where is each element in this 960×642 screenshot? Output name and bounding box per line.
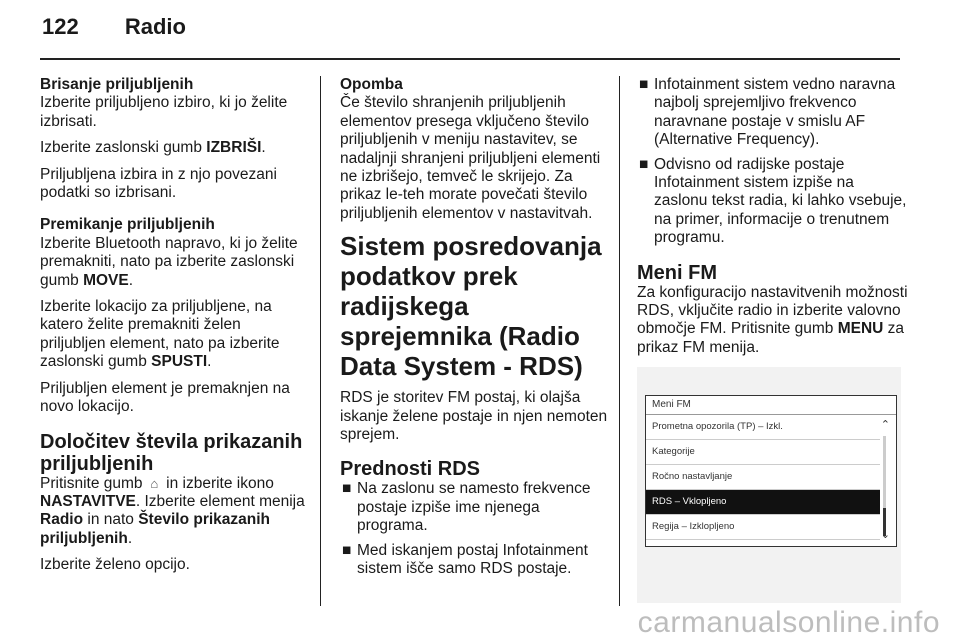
fm-menu-item: Ročno nastavljanje	[646, 465, 880, 490]
section-title-move: Premikanje priljubljenih	[40, 216, 215, 234]
bullet-text: Med iskanjem postaj Infotainment sistem išče samo RDS postaje.	[357, 541, 588, 578]
text-run: in nato	[83, 511, 139, 529]
paragraph: Izberite priljubljeno izbiro, ki jo želite izbrisati.	[40, 94, 288, 130]
button-name-move: MOVE	[83, 271, 129, 289]
menu-name-radio: Radio	[40, 511, 84, 529]
column-1	[40, 76, 308, 583]
column-divider	[320, 76, 321, 606]
page-number: 122	[42, 14, 79, 39]
note-text: Če število shranjenih priljubljenih elementov presega vključeno število priljubljenih v meniju nastavitev, se nadaljnji shranjeni priljubljeni elementi ne izbrišejo, temveč le skrijejo. Za prikaz le-teh morate povečati število priljubljenih elementov v nastavitvah.	[340, 94, 601, 222]
column-3	[637, 76, 909, 603]
chevron-down-icon: ⌄	[880, 528, 890, 541]
fm-menu-item: Prometna opozorila (TP) – Izkl.	[646, 415, 880, 440]
text-run: .	[127, 529, 133, 547]
button-name-menu: MENU	[837, 320, 884, 338]
text-run: .	[261, 139, 266, 157]
bullet-square: ■	[342, 480, 352, 498]
home-icon: ⌂	[150, 475, 159, 491]
icon-name-nastavitve: NASTAVITVE	[40, 492, 136, 510]
fm-menu-item: Kategorije	[646, 440, 880, 465]
bullet-square: ■	[639, 155, 649, 173]
bullet-square: ■	[639, 76, 649, 93]
section-heading-rds: Sistem posredovanja podatkov prek radijskega sprejemnika (Radio Data System - RDS)	[340, 231, 602, 382]
section-title-delete: Brisanje priljubljenih	[40, 76, 194, 93]
header-rule	[40, 58, 900, 60]
paragraph: Priljubljena izbira in z njo povezani podatki so izbrisani.	[40, 165, 277, 202]
text-run: Izberite zaslonski gumb	[40, 139, 207, 157]
paragraph: Priljubljen element je premaknjen na novo lokacijo.	[40, 379, 290, 416]
watermark: carmanualsonline.info	[637, 606, 940, 639]
paragraph	[40, 139, 308, 157]
text-run: Izberite lokacijo za priljubljene, na katero želite premakniti želen priljubljen element, nato pa izberite zaslonski gumb	[40, 298, 280, 371]
section-heading-advantages: Prednosti RDS	[340, 458, 481, 481]
bullet-text: Infotainment sistem vedno naravna najbolj sprejemljivo frekvenco naravnane postaje v smislu AF (Alternative Frequency).	[654, 76, 896, 149]
button-name-izbrisi: IZBRIŠI	[206, 139, 262, 157]
text-run: Izberite Bluetooth napravo, ki jo želite premakniti, nato pa izberite zaslonski gumb	[40, 234, 298, 289]
fm-menu-item: Regija – Izklopljeno	[646, 515, 880, 540]
chapter-title: Radio	[124, 14, 186, 39]
button-name-spusti: SPUSTI	[151, 353, 208, 371]
column-divider	[619, 76, 620, 606]
paragraph: RDS je storitev FM postaj, ki olajša iskanje želene postaje in njen nemoten sprejem.	[340, 389, 608, 444]
text-run: za prikaz FM menija.	[637, 320, 905, 356]
text-run: Pritisnite gumb	[40, 474, 147, 492]
text-run: . Izberite element menija	[135, 492, 305, 510]
bullet-text: Odvisno od radijske postaje Infotainment sistem izpiše na zaslonu tekst radia, ki lahko vsebuje, na primer, informacije o trenutnem programu.	[654, 155, 907, 247]
bullet-item	[637, 156, 909, 248]
fm-menu-panel	[645, 395, 897, 547]
menu-name-count: Število prikazanih priljubljenih	[40, 511, 271, 547]
page-header	[42, 14, 186, 40]
paragraph	[40, 235, 308, 290]
bullet-square: ■	[342, 541, 352, 559]
paragraph: Izberite želeno opcijo.	[40, 556, 190, 574]
text-run: in izberite ikono	[161, 474, 274, 492]
fm-menu-title: Meni FM	[646, 396, 896, 415]
bullet-text: Na zaslonu se namesto frekvence postaje izpiše ime njenega programa.	[357, 480, 591, 535]
section-heading-count: Določitev števila prikazanih priljubljenih	[40, 430, 303, 475]
chevron-up-icon: ⌃	[880, 419, 890, 432]
paragraph	[40, 475, 308, 549]
text-run: Za konfiguracijo nastavitvenih možnosti RDS, vključite radio in izberite valovno območje FM. Pritisnite gumb	[637, 283, 908, 338]
column-2	[340, 76, 610, 585]
note-title: Opomba	[340, 76, 403, 93]
fm-menu-item-selected: RDS – Vklopljeno	[646, 490, 880, 515]
text-run: .	[128, 271, 134, 289]
bullet-item	[340, 542, 610, 579]
bullet-item	[637, 76, 909, 150]
paragraph	[40, 298, 308, 372]
bullet-item	[340, 480, 610, 535]
section-heading-fm-menu: Meni FM	[637, 261, 717, 284]
text-run: .	[207, 353, 212, 371]
fm-menu-screenshot	[637, 367, 901, 603]
paragraph	[637, 284, 909, 358]
